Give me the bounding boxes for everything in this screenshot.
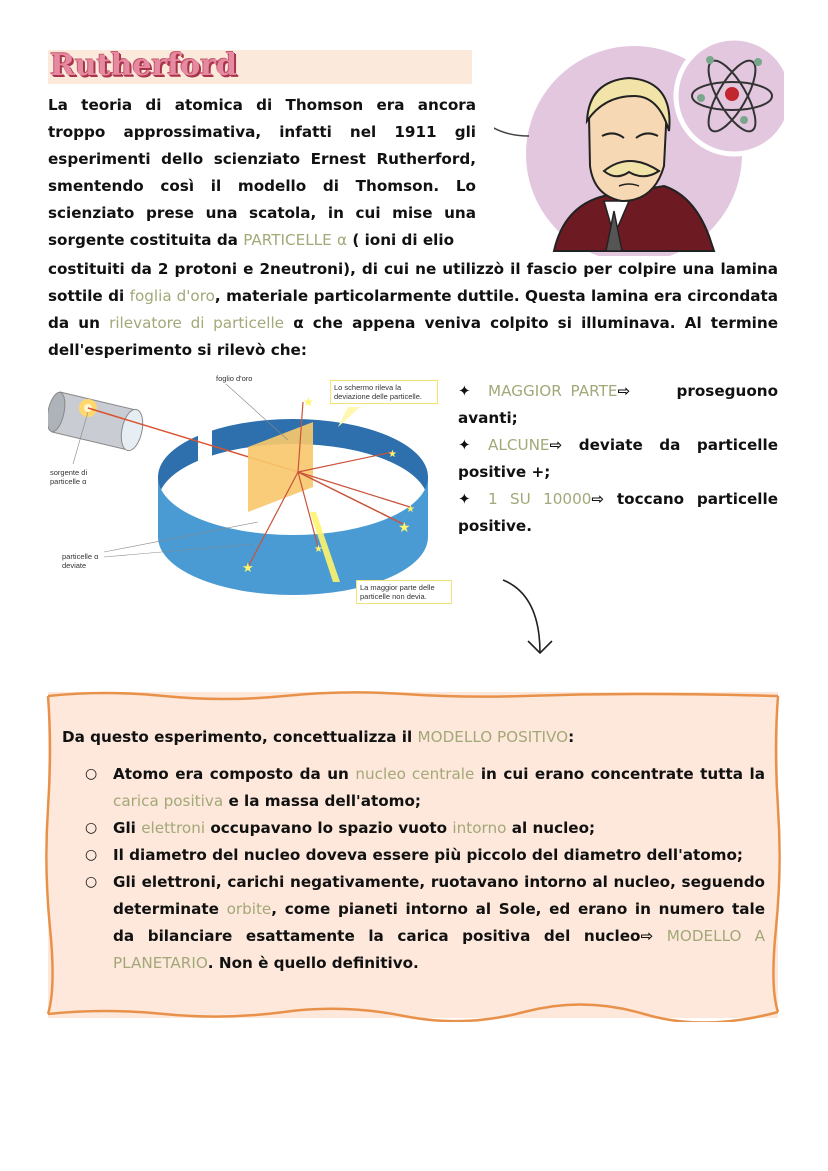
sparkle-icon: ✦ [458, 382, 471, 400]
svg-text:★: ★ [398, 520, 411, 536]
arrow-right-icon: ⇨ [617, 382, 631, 400]
label-alpha-source: sorgente di particelle α [50, 468, 88, 486]
highlight-particelle: PARTICELLE [243, 231, 332, 249]
label-deflected-particles: particelle α deviate [62, 552, 99, 570]
circle-bullet-icon: ○ [85, 874, 98, 890]
result-item: ✦ 1 SU 10000⇨ toccano particelle positive. [458, 486, 778, 540]
highlight-foglia-oro: foglia d'oro [129, 287, 215, 305]
arrow-right-icon: ⇨ [591, 490, 605, 508]
intro-paragraph-2: costituiti da 2 protoni e 2neutroni), di cui ne utilizzò il fascio per colpire una lamina sottile di foglia d'oro, materiale particolarmente duttile. Questa lamina era circondata da un rilevatore di particelle α che appena veniva colpito si illuminava. Al termine dell'esperimento si rilevò che: [48, 260, 779, 359]
list-item: ○ Gli elettroni, carichi negativamente, ruotavano intorno al nucleo, seguendo determinate orbite, come pianeti intorno al Sole, ed erano in numero tale da bilanciare esattamente la carica positiva del nucleo⇨ MODELLO A PLANETARIO. Non è quello definitivo. [85, 869, 765, 977]
alpha-symbol: α [337, 231, 348, 249]
conclusion-intro: Da questo esperimento, concettualizza il MODELLO POSITIVO: [62, 728, 575, 746]
results-list [458, 378, 778, 540]
title-bar [48, 50, 472, 84]
svg-text:★: ★ [303, 395, 314, 409]
arrow-right-icon: ⇨ [549, 436, 563, 454]
circle-bullet-icon: ○ [85, 766, 98, 782]
rutherford-experiment-diagram [48, 372, 458, 612]
highlight-rilevatore: rilevatore di particelle [109, 314, 285, 332]
sparkle-icon: ✦ [458, 490, 471, 508]
svg-text:★: ★ [314, 544, 323, 555]
label-gold-foil: foglio d'oro [216, 374, 253, 383]
conclusion-list [85, 761, 765, 977]
sparkle-icon: ✦ [458, 436, 471, 454]
result-item: ✦ MAGGIOR PARTE⇨ proseguono avanti; [458, 378, 778, 432]
svg-text:★: ★ [406, 504, 415, 515]
highlight-modello-positivo: MODELLO POSITIVO [417, 728, 569, 746]
svg-text:★: ★ [242, 561, 254, 576]
list-item: ○ Atomo era composto da un nucleo centrale in cui erano concentrate tutta la carica positiva e la massa dell'atomo; [85, 761, 765, 815]
circle-bullet-icon: ○ [85, 820, 98, 836]
svg-text:★: ★ [388, 449, 397, 460]
page-title: Rutherford [50, 48, 238, 83]
curved-arrow-down-icon [495, 575, 565, 660]
atom-icon [676, 38, 784, 154]
rutherford-portrait [494, 36, 784, 256]
list-item: ○ Gli elettroni occupavano lo spazio vuoto intorno al nucleo; [85, 815, 765, 842]
list-item: ○ Il diametro del nucleo doveva essere più piccolo del diametro dell'atomo; [85, 842, 765, 869]
callout-screen: Lo schermo rileva la deviazione delle particelle. [330, 380, 438, 404]
callout-most-particles: La maggior parte delle particelle non devia. [356, 580, 452, 604]
intro-paragraph-1: La teoria di atomica di Thomson era ancora troppo approssimativa, infatti nel 1911 gli esperimenti dello scienziato Ernest Rutherford, smentendo così il modello di Thomson. Lo scienziato prese una scatola, in cui mise una sorgente costituita da PARTICELLE α ( ioni di elio [48, 96, 476, 249]
result-item: ✦ ALCUNE⇨ deviate da particelle positive +; [458, 432, 778, 486]
circle-bullet-icon: ○ [85, 847, 98, 863]
